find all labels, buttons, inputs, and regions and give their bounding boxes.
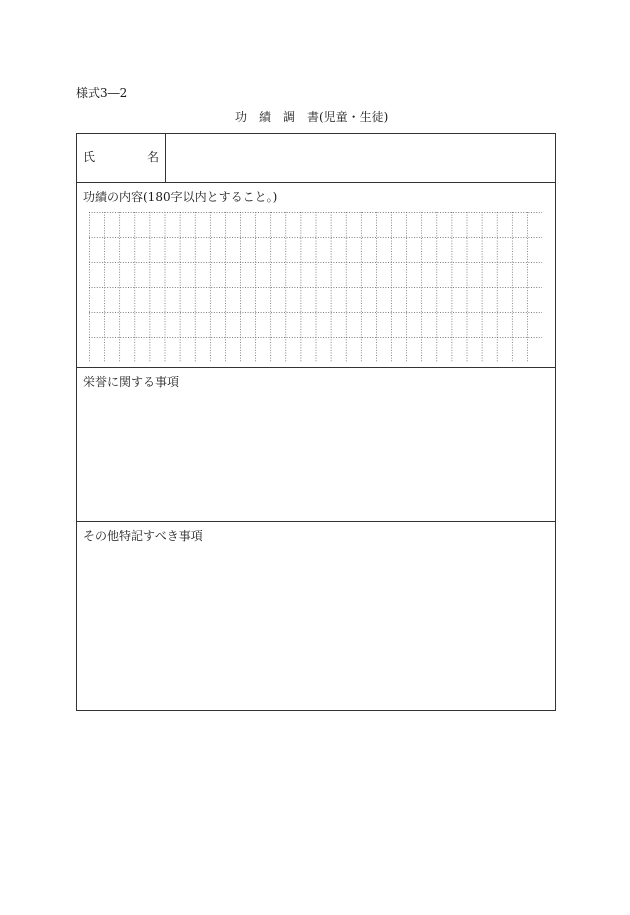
document-title: 功 績 調 書(児童・生徒)	[235, 110, 389, 124]
merit-writing-grid[interactable]	[89, 212, 542, 362]
other-notes-section	[77, 522, 555, 709]
form-code: 様式3―2	[76, 86, 128, 100]
name-label-first-char: 氏	[83, 150, 96, 164]
honor-label: 栄誉に関する事項	[83, 375, 180, 389]
name-label-second-char: 名	[146, 150, 159, 164]
name-label	[83, 150, 159, 164]
merit-content-label: 功績の内容(180字以内とすること。)	[83, 190, 278, 204]
name-field[interactable]	[166, 134, 555, 182]
merit-report-form	[76, 133, 556, 711]
name-row	[77, 134, 555, 183]
name-label-cell	[77, 134, 166, 182]
honor-section	[77, 368, 555, 522]
other-notes-label: その他特記すべき事項	[83, 529, 203, 543]
merit-content-section	[77, 183, 555, 368]
